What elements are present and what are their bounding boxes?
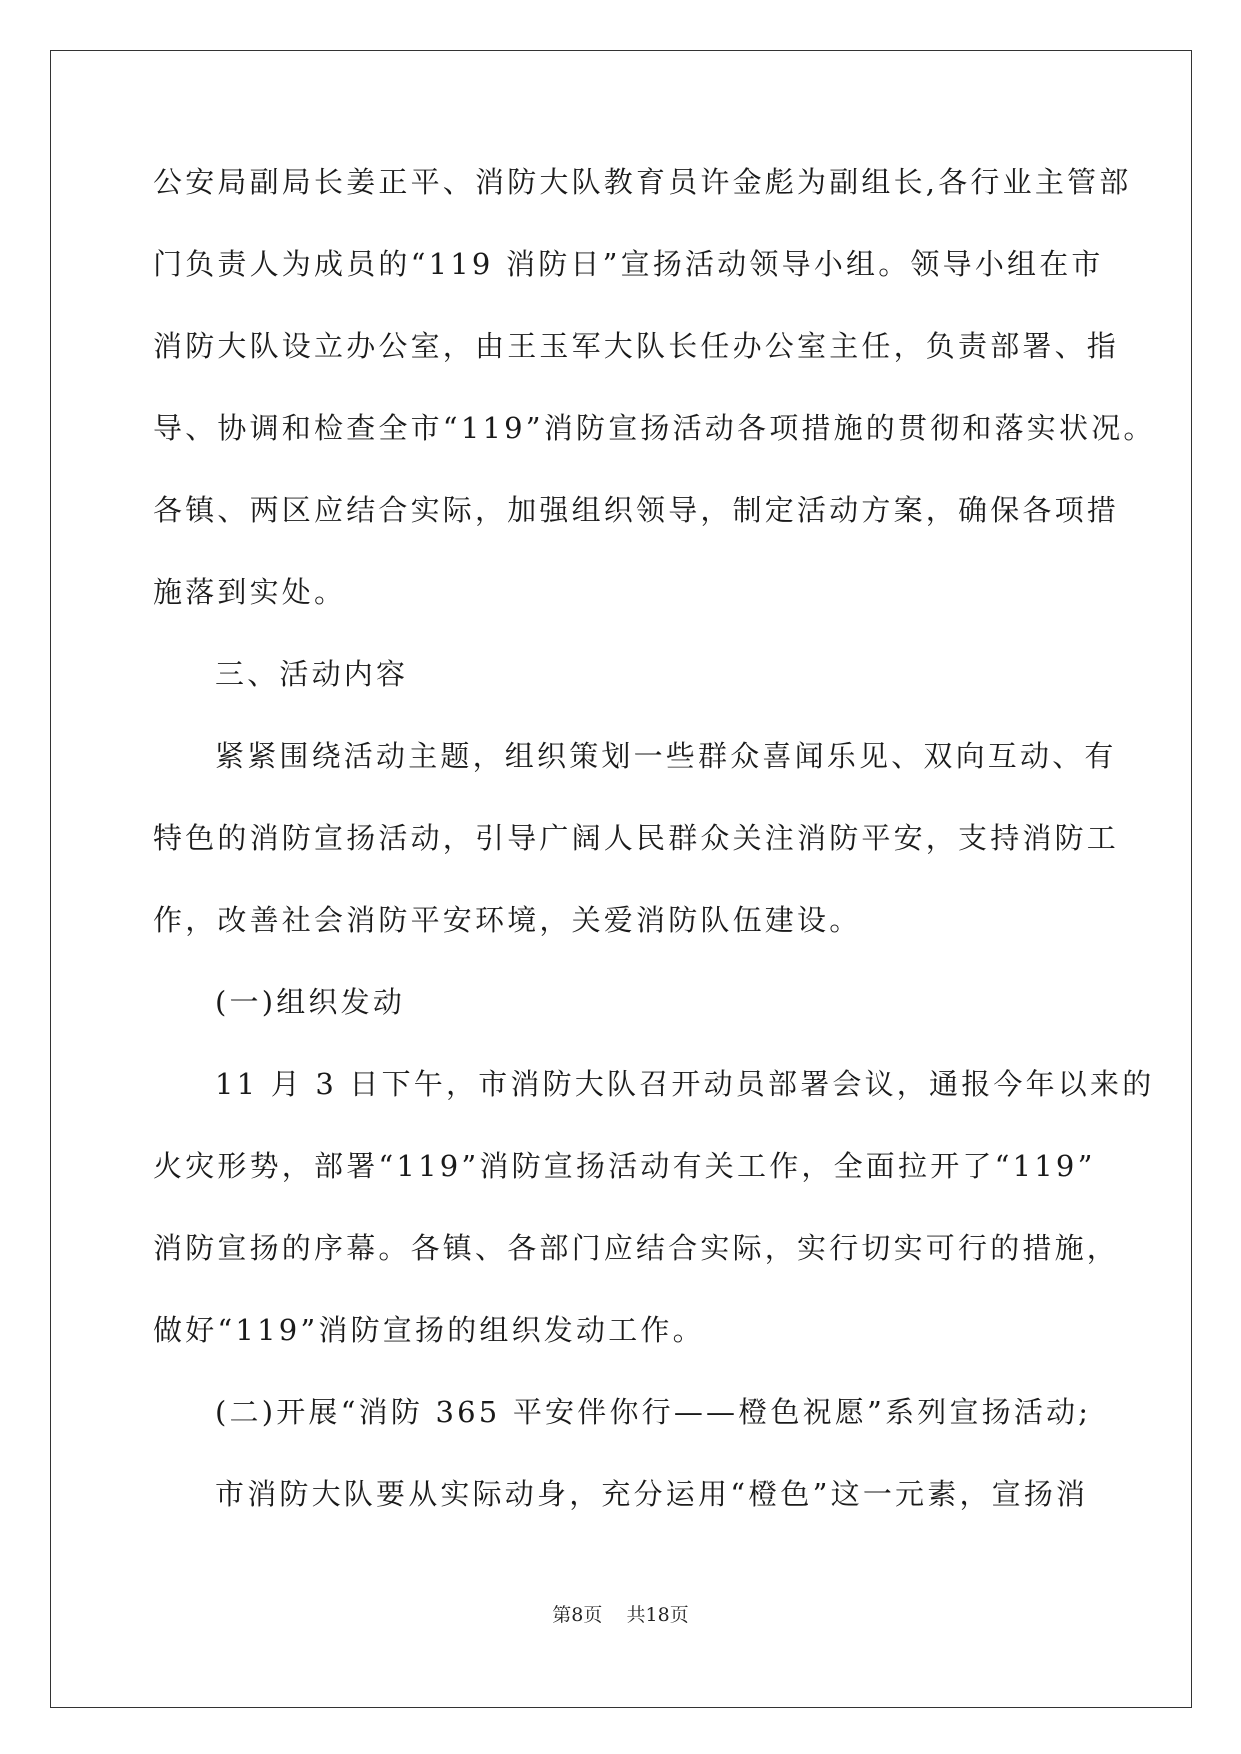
text-line: 火灾形势，部署“119”消防宣扬活动有关工作，全面拉开了“119” [153, 1149, 1096, 1183]
text-line: 紧紧围绕活动主题，组织策划一些群众喜闻乐见、双向互动、有 [215, 739, 1117, 773]
text-line: 各镇、两区应结合实际，加强组织领导，制定活动方案，确保各项措 [153, 493, 1120, 527]
text-line: 门负责人为成员的“119 消防日”宣扬活动领导小组。领导小组在市 [153, 247, 1104, 281]
document-body [153, 158, 1156, 1552]
section-heading: 三、活动内容 [215, 657, 409, 691]
text-line: 消防大队设立办公室，由王玉军大队长任办公室主任，负责部署、指 [153, 329, 1120, 363]
text-line: 施落到实处。 [153, 575, 347, 609]
text-line: 市消防大队要从实际动身，充分运用“橙色”这一元素，宣扬消 [215, 1477, 1089, 1511]
text-line: 做好“119”消防宣扬的组织发动工作。 [153, 1313, 705, 1347]
subsection-heading: (二)开展“消防 365 平安伴你行——橙色祝愿”系列宣扬活动; [215, 1395, 1092, 1429]
page-footer: 第8页 共18页 [552, 1604, 689, 1626]
text-line: 导、协调和检查全市“119”消防宣扬活动各项措施的贯彻和落实状况。 [153, 411, 1156, 445]
text-line: 特色的消防宣扬活动，引导广阔人民群众关注消防平安，支持消防工 [153, 821, 1120, 855]
text-line: 公安局副局长姜正平、消防大队教育员许金彪为副组长,各行业主管部 [153, 165, 1132, 199]
text-line: 11 月 3 日下午，市消防大队召开动员部署会议，通报今年以来的 [215, 1067, 1155, 1101]
text-line: 消防宣扬的序幕。各镇、各部门应结合实际，实行切实可行的措施， [153, 1231, 1120, 1265]
text-line: 作，改善社会消防平安环境，关爱消防队伍建设。 [153, 903, 862, 937]
subsection-heading: (一)组织发动 [215, 985, 406, 1019]
